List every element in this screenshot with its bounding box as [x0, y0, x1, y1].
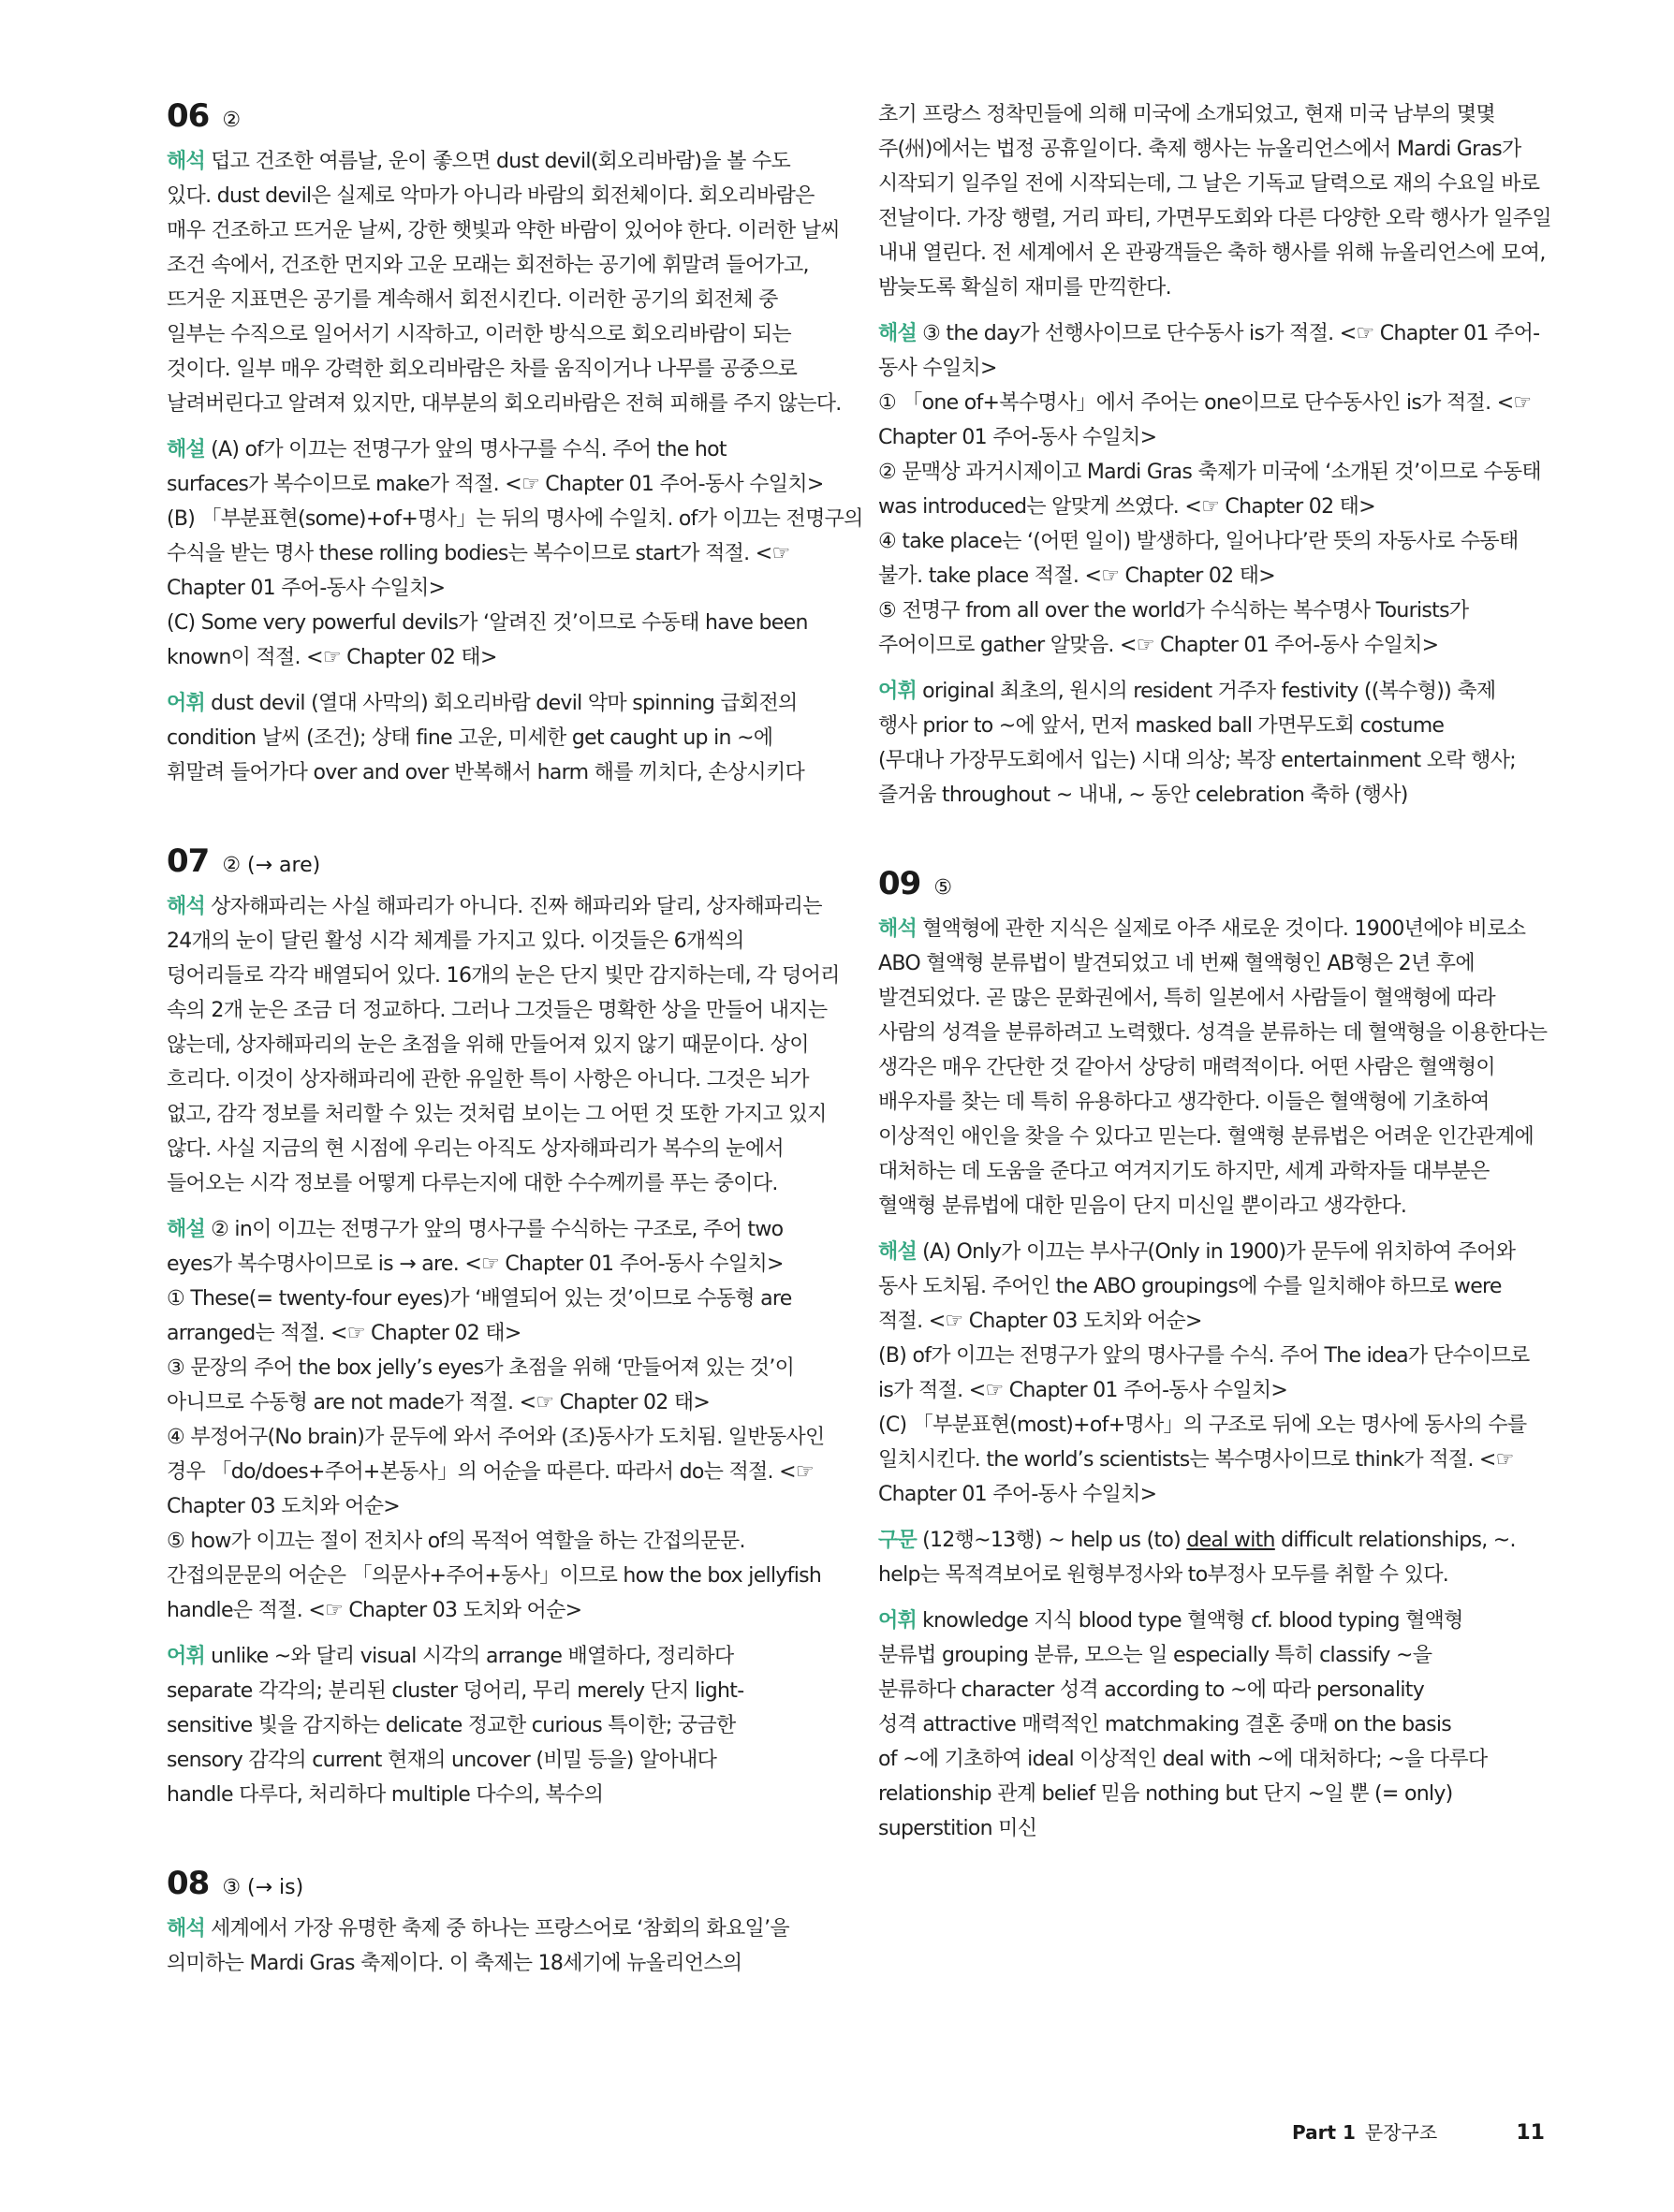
- syntax-block: [878, 1523, 1534, 1592]
- text-line: 덩어리들로 각각 배열되어 있다. 16개의 눈은 단지 빛만 감지하는데, 각 덩어리: [167, 964, 840, 988]
- section-07-header: [167, 842, 822, 889]
- answer-mark: ⑤: [933, 876, 953, 900]
- answer-mark: ② (→ are): [222, 854, 321, 877]
- text-line: (C) 「부분표현(most)+of+명사」의 구조로 뒤에 오는 명사에 동사의 수를: [878, 1414, 1527, 1437]
- text-line: ③ the day가 선행사이므로 단수동사 is가 적절. <☞ Chapter 01 주어-: [922, 322, 1540, 345]
- text-line: 속의 2개 눈은 조금 더 정교하다. 그러나 그것들은 명확한 상을 만들어 내지는: [167, 999, 828, 1022]
- translation-block: [167, 144, 842, 421]
- part-label: Part 1: [1292, 2121, 1356, 2144]
- text-line: relationship 관계 belief 믿음 nothing but 단지 ~일 뿐 (= only): [878, 1782, 1453, 1806]
- text-line: 배우자를 찾는 데 특히 유용하다고 생각한다. 이들은 혈액형에 기초하여: [878, 1091, 1490, 1114]
- text-line: ④ take place는 ‘(어떤 일이) 발생하다, 일어나다’란 뜻의 자동사로 수동태: [878, 530, 1519, 553]
- text-line: 행사 prior to ~에 앞서, 먼저 masked ball 가면무도회 costume: [878, 714, 1445, 738]
- text-line: 주(州)에서는 법정 공휴일이다. 축제 행사는 뉴올리언스에서 Mardi Gras가: [878, 138, 1521, 161]
- text-line: 조건 속에서, 건조한 먼지와 고운 모래는 회전하는 공기에 휘말려 들어가고,: [167, 254, 809, 277]
- text-line: 일치시킨다. the world’s scientists는 복수명사이므로 think가 적절. <☞: [878, 1448, 1514, 1472]
- text-line: (12행~13행) ~ help us (to): [922, 1529, 1187, 1552]
- text-line: ④ 부정어구(No brain)가 문두에 와서 주어와 (조)동사가 도치됨. 일반동사인: [167, 1426, 825, 1449]
- vocabulary-label: 어휘: [878, 1609, 918, 1633]
- explanation-label: 해설: [167, 438, 206, 461]
- text-line: (B) of가 이끄는 전명구가 앞의 명사구를 수식. 주어 The idea가 단수이므로: [878, 1344, 1530, 1368]
- text-line: surfaces가 복수이므로 make가 적절. <☞ Chapter 01 주어-동사 수일치>: [167, 473, 824, 496]
- text-line: 휘말려 들어가다 over and over 반복해서 harm 해를 끼치다, 손상시키다: [167, 761, 805, 784]
- question-number: 06: [167, 97, 210, 135]
- answer-mark: ③ (→ is): [222, 1876, 304, 1899]
- translation-label: 해석: [167, 895, 206, 918]
- vocabulary-block: [878, 1604, 1534, 1846]
- text-line: handle 다루다, 처리하다 multiple 다수의, 복수의: [167, 1783, 604, 1807]
- text-line: 일부는 수직으로 일어서기 시작하고, 이러한 방식으로 회오리바람이 되는: [167, 323, 791, 346]
- text-line: (C) Some very powerful devils가 ‘알려진 것’이므로 수동태 have been: [167, 611, 808, 635]
- section-06-header: [167, 97, 822, 144]
- section-08-header: [167, 1865, 822, 1912]
- text-line: sensory 감각의 current 현재의 uncover (비밀 등을) 알아내다: [167, 1749, 717, 1772]
- vocabulary-block: [878, 674, 1534, 813]
- text-line: sensitive 빛을 감지하는 delicate 정교한 curious 특이한; 궁금한: [167, 1714, 736, 1737]
- translation-block: [878, 912, 1548, 1223]
- text-line: (무대나 가장무도회에서 입는) 시대 의상; 복장 entertainment 오락 행사;: [878, 749, 1516, 772]
- text-line: ③ 문장의 주어 the box jelly’s eyes가 초점을 위해 ‘만들어져 있는 것’이: [167, 1356, 795, 1380]
- text-line: Chapter 01 주어-동사 수일치>: [167, 577, 446, 600]
- question-number: 08: [167, 1865, 210, 1902]
- text-line: 분류하다 character 성격 according to ~에 따라 personality: [878, 1678, 1425, 1702]
- translation-block: [167, 889, 840, 1201]
- text-line: condition 날씨 (조건); 상태 fine 고운, 미세한 get caught up in ~에: [167, 726, 773, 750]
- text-line: original 최초의, 원시의 resident 거주자 festivity ((복수형)) 축제: [922, 680, 1496, 703]
- text-line: 날려버린다고 알려져 있지만, 대부분의 회오리바람은 전혀 피해를 주지 않는다.: [167, 392, 842, 416]
- chapter-title: 문장구조: [1364, 2121, 1438, 2144]
- text-line: (A) of가 이끄는 전명구가 앞의 명사구를 수식. 주어 the hot: [211, 438, 727, 461]
- text-line: 간접의문문의 어순은 「의문사+주어+동사」이므로 how the box jellyfish: [167, 1564, 822, 1588]
- text-line: arranged는 적절. <☞ Chapter 02 태>: [167, 1322, 521, 1345]
- text-line: help는 목적격보어로 원형부정사와 to부정사 모두를 취할 수 있다.: [878, 1563, 1449, 1587]
- explanation-block: [878, 316, 1541, 663]
- left-column: [167, 97, 863, 1992]
- text-line: dust devil (열대 사막의) 회오리바람 devil 악마 spinning 급회전의: [211, 692, 798, 715]
- text-line: difficult relationships, ~.: [1274, 1529, 1516, 1552]
- text-line: 발견되었다. 곧 많은 문화권에서, 특히 일본에서 사람들이 혈액형에 따라: [878, 987, 1495, 1010]
- explanation-block: [878, 1235, 1534, 1512]
- text-line: 아니므로 수동형 are not made가 적절. <☞ Chapter 02 태>: [167, 1391, 711, 1414]
- question-number: 07: [167, 842, 210, 880]
- text-line: superstition 미신: [878, 1817, 1037, 1840]
- text-line: handle은 적절. <☞ Chapter 03 도치와 어순>: [167, 1599, 582, 1622]
- text-line: ② 문맥상 과거시제이고 Mardi Gras 축제가 미국에 ‘소개된 것’이므로 수동태: [878, 461, 1541, 484]
- vocabulary-block: [167, 1639, 822, 1812]
- translation-block: [167, 1912, 822, 1981]
- text-line: 생각은 매우 간단한 것 같아서 상당히 매력적이다. 어떤 사람은 혈액형이: [878, 1056, 1495, 1079]
- text-line: 없고, 감각 정보를 처리할 수 있는 것처럼 보이는 그 어떤 것 또한 가지고 있지: [167, 1103, 827, 1126]
- text-line: 혈액형 분류법에 대한 믿음이 단지 미신일 뿐이라고 생각한다.: [878, 1194, 1407, 1218]
- text-line: 불가. take place 적절. <☞ Chapter 02 태>: [878, 564, 1276, 588]
- underlined-phrase: deal with: [1186, 1529, 1275, 1552]
- text-line: is가 적절. <☞ Chapter 01 주어-동사 수일치>: [878, 1379, 1288, 1402]
- vocabulary-block: [167, 686, 822, 790]
- text-line: known이 적절. <☞ Chapter 02 태>: [167, 646, 497, 669]
- text-line: 매우 건조하고 뜨거운 날씨, 강한 햇빛과 약한 바람이 있어야 한다. 이러한 날씨: [167, 219, 840, 242]
- text-line: 사람의 성격을 분류하려고 노력했다. 성격을 분류하는 데 혈액형을 이용한다는: [878, 1021, 1548, 1045]
- text-line: of ~에 기초하여 ideal 이상적인 deal with ~에 대처하다; ~을 다루다: [878, 1748, 1488, 1771]
- text-line: ⑤ how가 이끄는 절이 전치사 of의 목적어 역할을 하는 간접의문문.: [167, 1530, 745, 1553]
- translation-label: 해석: [878, 917, 918, 941]
- syntax-label: 구문: [878, 1529, 918, 1552]
- text-line: ABO 혈액형 분류법이 발견되었고 네 번째 혈액형인 AB형은 2년 후에: [878, 952, 1475, 975]
- text-line: 이상적인 애인을 찾을 수 있다고 믿는다. 혈액형 분류법은 어려운 인간관계에: [878, 1125, 1534, 1149]
- text-line: Chapter 01 주어-동사 수일치>: [878, 426, 1157, 449]
- right-column: [878, 97, 1551, 1857]
- text-line: unlike ~와 달리 visual 시각의 arrange 배열하다, 정리하다: [211, 1645, 734, 1668]
- text-line: Chapter 01 주어-동사 수일치>: [878, 1483, 1157, 1506]
- text-line: 흐리다. 이것이 상자해파리에 관한 유일한 특이 사항은 아니다. 그것은 뇌가: [167, 1068, 809, 1091]
- explanation-label: 해설: [167, 1218, 206, 1241]
- translation-block-continued: [878, 97, 1551, 305]
- text-line: 수식을 받는 명사 these rolling bodies는 복수이므로 start가 적절. <☞: [167, 542, 790, 565]
- explanation-block: [167, 1212, 825, 1628]
- text-line: separate 각각의; 분리된 cluster 덩어리, 무리 merely 단지 light-: [167, 1679, 744, 1703]
- text-line: 뜨거운 지표면은 공기를 계속해서 회전시킨다. 이러한 공기의 회전체 중: [167, 288, 778, 312]
- text-line: 경우 「do/does+주어+본동사」의 어순을 따른다. 따라서 do는 적절. <☞: [167, 1460, 814, 1484]
- text-line: 동사 도치됨. 주어인 the ABO groupings에 수를 일치해야 하므로 were: [878, 1275, 1502, 1298]
- text-line: 의미하는 Mardi Gras 축제이다. 이 축제는 18세기에 뉴올리언스의: [167, 1952, 742, 1975]
- text-line: 혈액형에 관한 지식은 실제로 아주 새로운 것이다. 1900년에야 비로소: [922, 917, 1526, 941]
- text-line: 덥고 건조한 여름날, 운이 좋으면 dust devil(회오리바람)을 볼 수도: [211, 150, 791, 173]
- vocabulary-label: 어휘: [167, 1645, 206, 1668]
- translation-label: 해석: [167, 1917, 206, 1941]
- text-line: 주어이므로 gather 알맞음. <☞ Chapter 01 주어-동사 수일치>: [878, 634, 1439, 657]
- text-line: 대처하는 데 도움을 준다고 여겨지기도 하지만, 세계 과학자들 대부분은: [878, 1160, 1490, 1183]
- page-number: 11: [1516, 2121, 1545, 2145]
- text-line: 동사 수일치>: [878, 357, 997, 380]
- text-line: (B) 「부분표현(some)+of+명사」는 뒤의 명사에 수일치. of가 이끄는 전명구의: [167, 507, 863, 531]
- text-line: 것이다. 일부 매우 강력한 회오리바람은 차를 움직이거나 나무를 공중으로: [167, 358, 798, 381]
- text-line: 세계에서 가장 유명한 축제 중 하나는 프랑스어로 ‘참회의 화요일’을: [211, 1917, 789, 1941]
- text-line: 상자해파리는 사실 해파리가 아니다. 진짜 해파리와 달리, 상자해파리는: [211, 895, 822, 918]
- vocabulary-label: 어휘: [878, 680, 918, 703]
- text-line: 들어오는 시각 정보를 어떻게 다루는지에 대한 수수께끼를 푸는 중이다.: [167, 1172, 778, 1195]
- text-line: 24개의 눈이 달린 활성 시각 체계를 가지고 있다. 이것들은 6개씩의: [167, 930, 744, 953]
- text-line: 있다. dust devil은 실제로 악마가 아니라 바람의 회전체이다. 회오리바람은: [167, 184, 815, 208]
- text-line: ① These(= twenty-four eyes)가 ‘배열되어 있는 것’이므로 수동형 are: [167, 1287, 792, 1311]
- question-number: 09: [878, 865, 921, 902]
- text-line: eyes가 복수명사이므로 is → are. <☞ Chapter 01 주어-동사 수일치>: [167, 1252, 784, 1276]
- text-line: ⑤ 전명구 from all over the world가 수식하는 복수명사 Tourists가: [878, 599, 1469, 623]
- page-footer: [1292, 2117, 1545, 2146]
- text-line: was introduced는 알맞게 쓰였다. <☞ Chapter 02 태>: [878, 495, 1375, 519]
- text-line: Chapter 03 도치와 어순>: [167, 1495, 401, 1518]
- text-line: 않다. 사실 지금의 현 시점에 우리는 아직도 상자해파리가 복수의 눈에서: [167, 1137, 784, 1161]
- vocabulary-label: 어휘: [167, 692, 206, 715]
- text-line: 전날이다. 가장 행렬, 거리 파티, 가면무도회와 다른 다양한 오락 행사가 일주일: [878, 207, 1551, 230]
- explanation-label: 해설: [878, 322, 918, 345]
- explanation-block: [167, 432, 863, 675]
- text-line: 적절. <☞ Chapter 03 도치와 어순>: [878, 1310, 1202, 1333]
- text-line: knowledge 지식 blood type 혈액형 cf. blood typing 혈액형: [922, 1609, 1463, 1633]
- text-line: ② in이 이끄는 전명구가 앞의 명사구를 수식하는 구조로, 주어 two: [211, 1218, 784, 1241]
- section-09-header: [878, 865, 1534, 912]
- text-line: (A) Only가 이끄는 부사구(Only in 1900)가 문두에 위치하여 주어와: [922, 1240, 1516, 1264]
- text-line: 초기 프랑스 정착민들에 의해 미국에 소개되었고, 현재 미국 남부의 몇몇: [878, 103, 1495, 126]
- text-line: 내내 열린다. 전 세계에서 온 관광객들은 축하 행사를 위해 뉴올리언스에 모여,: [878, 242, 1546, 265]
- translation-label: 해석: [167, 150, 206, 173]
- explanation-label: 해설: [878, 1240, 918, 1264]
- answer-mark: ②: [222, 109, 242, 132]
- text-line: 성격 attractive 매력적인 matchmaking 결혼 중매 on the basis: [878, 1713, 1452, 1736]
- text-line: 않는데, 상자해파리의 눈은 초점을 위해 만들어져 있지 않기 때문이다. 상이: [167, 1033, 809, 1057]
- text-line: 시작되기 일주일 전에 시작되는데, 그 날은 기독교 달력으로 재의 수요일 바로: [878, 172, 1540, 196]
- text-line: 분류법 grouping 분류, 모으는 일 especially 특히 classify ~을: [878, 1644, 1432, 1667]
- text-line: 즐거움 throughout ~ 내내, ~ 동안 celebration 축하 (행사): [878, 784, 1408, 807]
- text-line: 밤늦도록 확실히 재미를 만끽한다.: [878, 276, 1171, 300]
- text-line: ① 「one of+복수명사」에서 주어는 one이므로 단수동사인 is가 적절. <☞: [878, 391, 1532, 415]
